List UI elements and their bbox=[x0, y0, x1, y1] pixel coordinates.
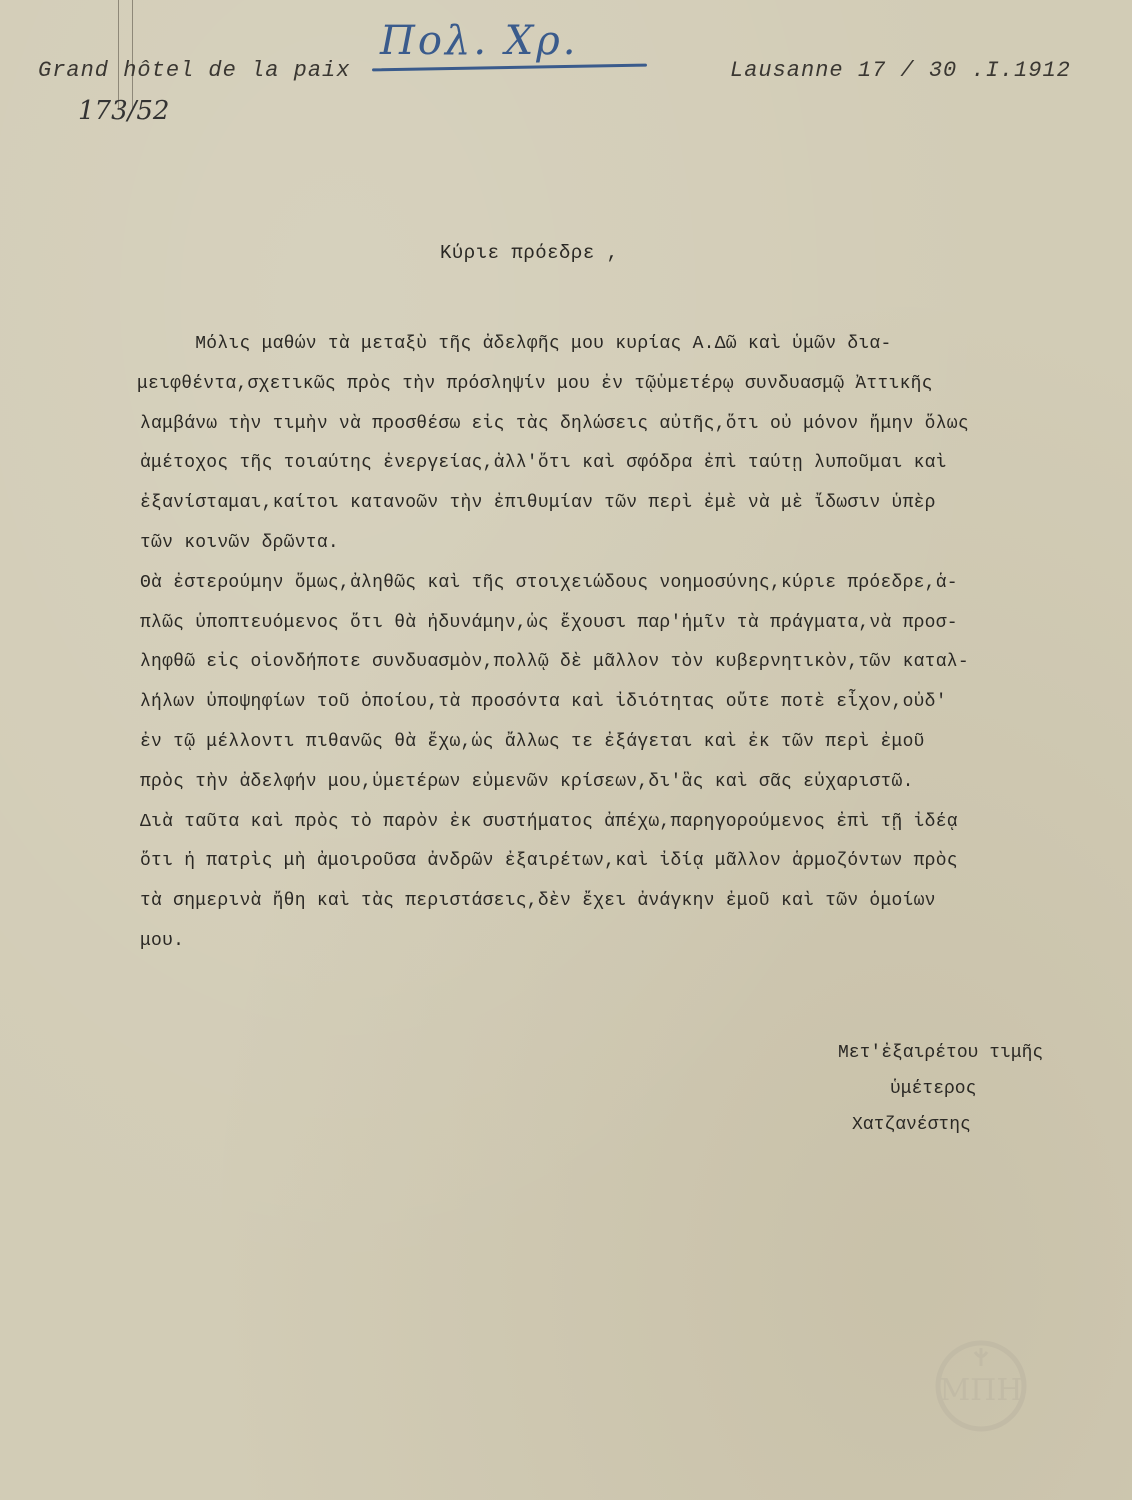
margin-line-right bbox=[132, 0, 133, 110]
signature: Χατζανέστης bbox=[852, 1115, 971, 1135]
date-line: Lausanne 17 / 30 .I.1912 bbox=[730, 58, 1071, 83]
body-line: πρὸς τὴν ἀδελφήν μου,ὑμετέρων εὐμενῶν κρίσεων,δι'ἃς καὶ σᾶς εὐχαριστῶ. bbox=[140, 771, 914, 792]
body-line: Μόλις μαθών τὰ μεταξὺ τῆς ἀδελφῆς μου κυρίας Α.Δῶ καὶ ὑμῶν δια- bbox=[140, 334, 892, 354]
seal-text: ΜΠΗ bbox=[939, 1373, 1023, 1408]
body-line: Θὰ ἐστερούμην ὅμως,ἀληθῶς καὶ τῆς στοιχειώδους νοημοσύνης,κύριε πρόεδρε,ἁ- bbox=[140, 572, 958, 593]
body-line: τῶν κοινῶν δρῶντα. bbox=[140, 532, 339, 553]
body-line: ἐν τῷ μέλλοντι πιθανῶς θὰ ἔχω,ὡς ἄλλως τε ἐξάγεται καὶ ἐκ τῶν περὶ ἐμοῦ bbox=[140, 731, 925, 752]
body-line: μειφθέντα,σχετικῶς πρὸς τὴν πρόσληψίν μου ἐν τῷὑμετέρῳ συνδυασμῷ Ἀττικῆς bbox=[137, 373, 933, 394]
archive-seal-icon bbox=[935, 1340, 1027, 1432]
body-line: ἐξανίσταμαι,καίτοι κατανοῶν τὴν ἐπιθυμίαν τῶν περὶ ἐμὲ νὰ μὲ ἴδωσιν ὑπὲρ bbox=[140, 493, 936, 514]
body-line: ὅτι ἡ πατρὶς μὴ ἀμοιροῦσα ἀνδρῶν ἐξαιρέτων,καὶ ἰδίᾳ μᾶλλον ἁρμοζόντων πρὸς bbox=[140, 851, 958, 872]
handwritten-note: Πολ. Χρ. bbox=[380, 18, 579, 64]
margin-line-left bbox=[118, 0, 119, 110]
handwritten-underline bbox=[372, 64, 647, 72]
body-line: μου. bbox=[140, 930, 185, 951]
body-line: ἀμέτοχος τῆς τοιαύτης ἐνεργείας,ἀλλ'ὅτι καὶ σφόδρα ἐπὶ ταύτῃ λυποῦμαι καὶ bbox=[140, 453, 947, 474]
salutation: Κύριε πρόεδρε , bbox=[440, 242, 619, 264]
closing-formula: Μετ'ἐξαιρέτου τιμῆς bbox=[838, 1043, 1044, 1063]
hotel-name: Grand hôtel de la paix bbox=[38, 58, 351, 83]
reference-number: 173/52 bbox=[78, 96, 170, 126]
letter-body bbox=[137, 325, 1130, 962]
body-line: Διὰ ταῦτα καὶ πρὸς τὸ παρὸν ἐκ συστήματος ἀπέχω,παρηγορούμενος ἐπὶ τῇ ἰδέᾳ bbox=[140, 811, 958, 832]
closing-yours: ὑμέτερος bbox=[890, 1079, 977, 1099]
body-line: πλῶς ὑποπτευόμενος ὅτι θὰ ἠδυνάμην,ὡς ἔχουσι παρ'ἡμῖν τὰ πράγματα,νὰ προσ- bbox=[140, 612, 958, 633]
body-line: ληφθῶ εἰς οἱονδήποτε συνδυασμὸν,πολλῷ δὲ μᾶλλον τὸν κυβερνητικὸν,τῶν καταλ- bbox=[140, 652, 969, 673]
body-line: τὰ σημερινὰ ἤθη καὶ τὰς περιστάσεις,δὲν ἔχει ἀνάγκην ἐμοῦ καὶ τῶν ὁμοίων bbox=[140, 891, 936, 912]
body-line: λήλων ὑποψηφίων τοῦ ὁποίου,τὰ προσόντα καὶ ἰδιότητας οὔτε ποτὲ εἶχον,οὐδ' bbox=[140, 692, 947, 713]
closing-block bbox=[838, 1035, 1043, 1143]
body-line: λαμβάνω τὴν τιμὴν νὰ προσθέσω εἰς τὰς δηλώσεις αὐτῆς,ὅτι οὐ μόνον ἤμην ὅλως bbox=[140, 413, 969, 434]
